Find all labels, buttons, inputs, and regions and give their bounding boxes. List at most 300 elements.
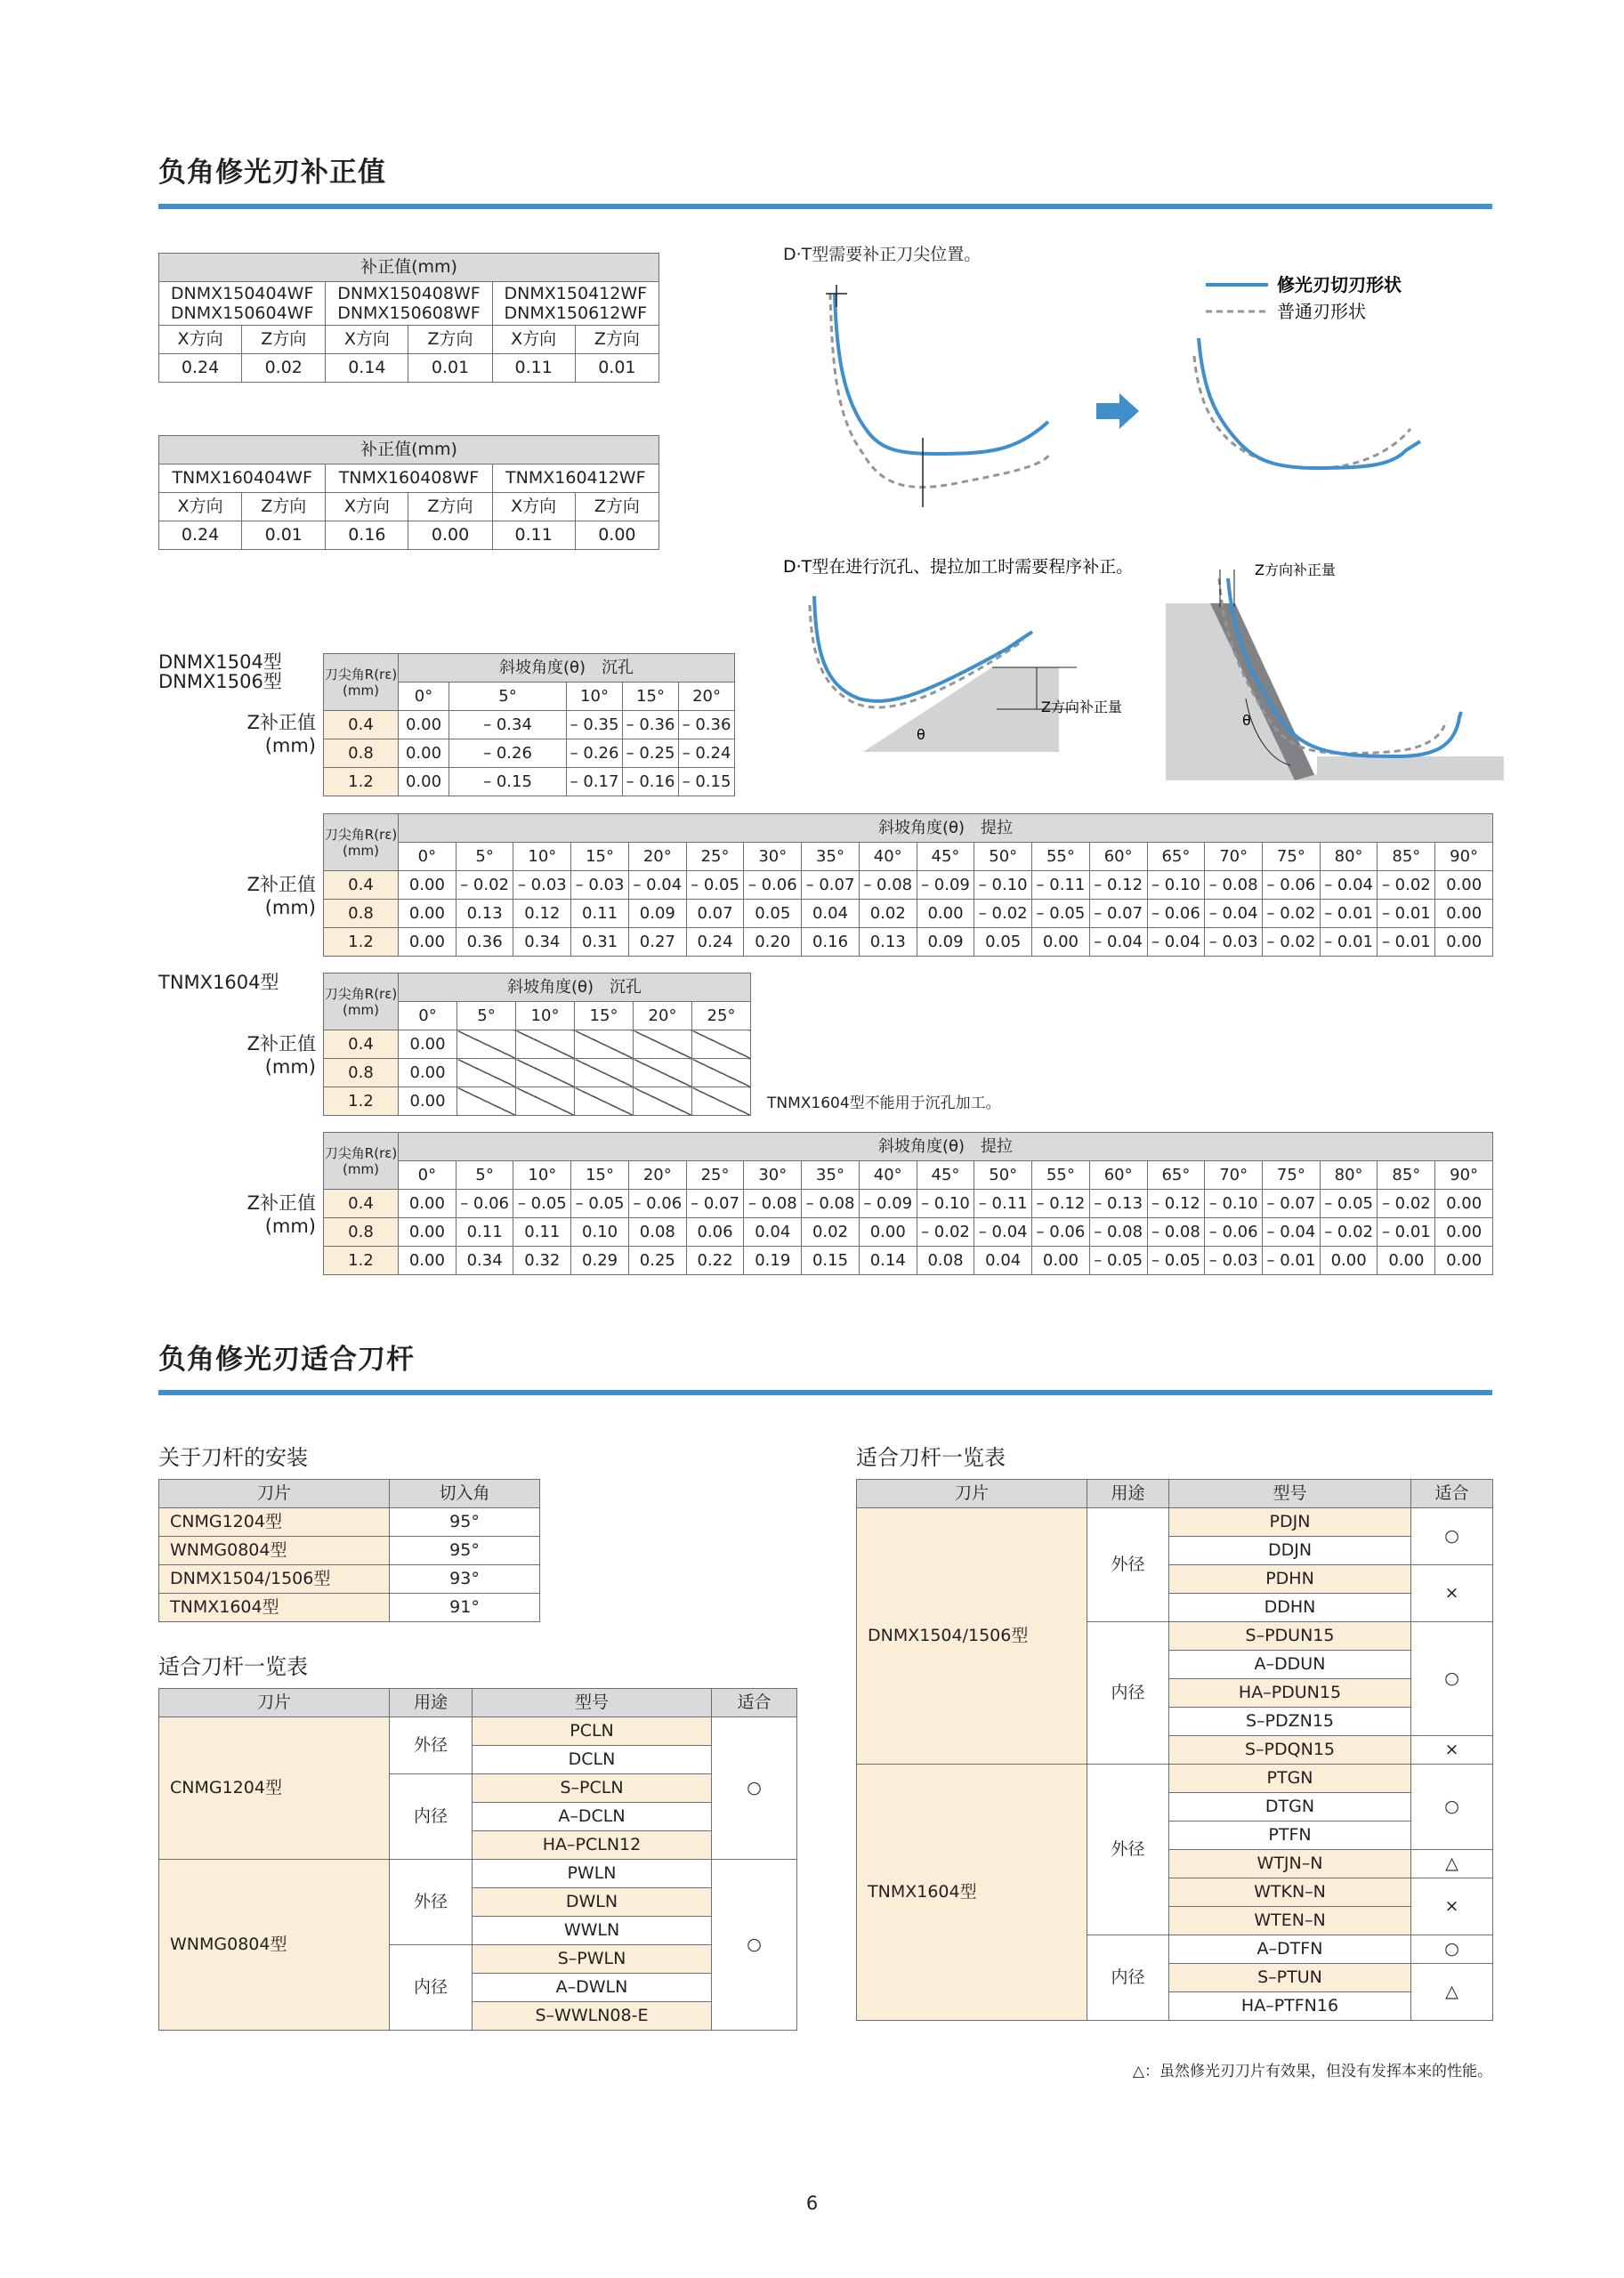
left-holder-table	[158, 1688, 797, 2031]
model-cell: TNMX160404WF	[159, 464, 326, 493]
value-cell: 0.00	[1435, 1218, 1493, 1247]
holder-model-cell: DDJN	[1169, 1537, 1411, 1565]
fit-cell: ○	[1411, 1622, 1493, 1736]
value-cell: 0.11	[456, 1218, 513, 1247]
value-cell: – 0.01	[1320, 900, 1378, 928]
angle-cell: 40°	[859, 1161, 917, 1190]
holder-model-cell: PDHN	[1169, 1565, 1411, 1594]
section2-title: 负角修光刃适合刀杆	[158, 1344, 415, 1376]
dir-cell: X方向	[492, 493, 575, 521]
holder-model-cell: PCLN	[473, 1717, 712, 1746]
header-cell: 切入角	[390, 1480, 540, 1508]
value-cell: 0.02	[859, 900, 917, 928]
use-cell: 外径	[390, 1860, 473, 1945]
edge-shape-figure	[783, 240, 1513, 792]
value-cell: – 0.01	[1378, 1218, 1435, 1247]
value-cell: 0.11	[571, 900, 629, 928]
z-offset-axis-label: Z补正值 (mm)	[246, 712, 316, 756]
insert-cell: DNMX1504/1506型	[857, 1508, 1087, 1765]
holder-model-cell: WTKN–N	[1169, 1878, 1411, 1907]
radius-cell: 1.2	[324, 1087, 399, 1116]
value-cell: 0.06	[686, 1218, 744, 1247]
value-cell: 0.00	[1435, 1247, 1493, 1275]
value-cell: – 0.05	[571, 1190, 629, 1218]
angle-cell: 10°	[567, 683, 623, 711]
angle-cell: 5°	[457, 1002, 516, 1030]
angle-cell: 85°	[1378, 1161, 1435, 1190]
holder-model-cell: WTJN–N	[1169, 1850, 1411, 1878]
value-cell: 0.09	[628, 900, 686, 928]
radius-header: 刀尖角R(rε) (mm)	[324, 973, 399, 1030]
value-cell: – 0.07	[1263, 1190, 1321, 1218]
dir-cell: X方向	[159, 493, 242, 521]
radius-cell: 0.4	[324, 711, 399, 739]
section1-rule	[158, 204, 1492, 209]
na-cell	[457, 1030, 516, 1059]
angle-cell: 80°	[1320, 1161, 1378, 1190]
value-cell: 0.00	[399, 1190, 456, 1218]
dir-cell: Z方向	[575, 326, 658, 354]
dir-cell: X方向	[326, 326, 408, 354]
value-cell: 0.00	[399, 900, 456, 928]
na-cell	[634, 1030, 692, 1059]
na-cell	[575, 1087, 634, 1116]
holder-model-cell: S–PTUN	[1169, 1964, 1411, 1992]
footnote: △：虽然修光刃刀片有效果，但没有发挥本来的性能。	[1132, 2063, 1492, 2080]
value-cell: – 0.34	[449, 711, 567, 739]
value-cell: 0.04	[974, 1247, 1032, 1275]
dir-cell: Z方向	[242, 493, 326, 521]
value-cell: – 0.03	[1205, 928, 1263, 957]
value-cell: – 0.01	[1378, 928, 1435, 957]
value-cell: 0.00	[1435, 928, 1493, 957]
angle-cell: 20°	[634, 1002, 692, 1030]
value-cell: – 0.08	[1147, 1218, 1205, 1247]
right-holder-table	[856, 1479, 1493, 2021]
value-cell: – 0.08	[744, 1190, 802, 1218]
fit-cell: ○	[1411, 1508, 1493, 1565]
angle-cell: 0°	[399, 843, 456, 871]
value-cell: – 0.03	[571, 871, 629, 900]
value-cell: 0.05	[974, 928, 1032, 957]
right-list-title: 适合刀杆一览表	[856, 1445, 1006, 1470]
value-cell: – 0.26	[567, 739, 623, 768]
value-cell: – 0.12	[1032, 1190, 1090, 1218]
page-number: 6	[805, 2193, 819, 2214]
value-cell: 0.13	[456, 900, 513, 928]
value-cell: – 0.10	[917, 1190, 974, 1218]
angle-cell: 45°	[917, 843, 974, 871]
value-cell: – 0.02	[917, 1218, 974, 1247]
angle-cell: 0°	[399, 1161, 456, 1190]
angle-cell: 10°	[513, 843, 571, 871]
section1-title: 负角修光刃补正值	[158, 157, 386, 189]
value-cell: – 0.15	[449, 768, 567, 796]
angle-cell: 60°	[1089, 843, 1147, 871]
angle-cell: 10°	[513, 1161, 571, 1190]
value-cell: 0.00	[1435, 871, 1493, 900]
na-cell	[457, 1087, 516, 1116]
value-cell: – 0.04	[1320, 871, 1378, 900]
workpiece-shape	[1317, 756, 1504, 780]
na-cell	[692, 1059, 751, 1087]
value-cell: 0.00	[1378, 1247, 1435, 1275]
value-cell: 0.24	[159, 354, 242, 383]
dir-cell: X方向	[492, 326, 575, 354]
model-cell: TNMX160412WF	[492, 464, 658, 493]
value-cell: 0.09	[917, 928, 974, 957]
holder-model-cell: S–WWLN08-E	[473, 2002, 712, 2031]
na-cell	[692, 1087, 751, 1116]
fit-cell: ×	[1411, 1878, 1493, 1935]
normal-edge-curve	[1194, 356, 1410, 468]
angle-cell: 50°	[974, 843, 1032, 871]
value-cell: – 0.03	[1205, 1247, 1263, 1275]
header-cell: 适合	[1411, 1480, 1493, 1508]
holder-model-cell: A–DWLN	[473, 1974, 712, 2002]
angle-cell: 15°	[571, 1161, 629, 1190]
value-cell: 0.24	[159, 521, 242, 550]
value-cell: – 0.04	[1263, 1218, 1321, 1247]
value-cell: – 0.36	[679, 711, 735, 739]
value-cell: – 0.12	[1147, 1190, 1205, 1218]
value-cell: 0.31	[571, 928, 629, 957]
angle-cell: 91°	[390, 1594, 540, 1622]
value-cell: 0.16	[802, 928, 860, 957]
value-cell: – 0.02	[1263, 928, 1321, 957]
use-cell: 外径	[1087, 1765, 1169, 1935]
value-cell: – 0.01	[1320, 928, 1378, 957]
holder-model-cell: DWLN	[473, 1888, 712, 1917]
header-cell: 用途	[1087, 1480, 1169, 1508]
angle-cell: 10°	[516, 1002, 575, 1030]
legend-normal-label: 普通刃形状	[1277, 301, 1366, 322]
header-cell: 刀片	[159, 1480, 390, 1508]
value-cell: – 0.05	[686, 871, 744, 900]
angle-cell: 25°	[686, 843, 744, 871]
na-cell	[516, 1030, 575, 1059]
value-cell: – 0.06	[744, 871, 802, 900]
angle-cell: 70°	[1205, 843, 1263, 871]
value-cell: 0.00	[399, 928, 456, 957]
value-cell: 0.01	[408, 354, 492, 383]
dir-cell: Z方向	[408, 326, 492, 354]
angle-cell: 5°	[449, 683, 567, 711]
radius-header: 刀尖角R(rε) (mm)	[324, 654, 399, 711]
value-cell: 0.00	[859, 1218, 917, 1247]
value-cell: – 0.01	[1378, 900, 1435, 928]
value-cell: – 0.36	[623, 711, 679, 739]
radius-header: 刀尖角R(rε) (mm)	[324, 1133, 399, 1190]
radius-cell: 0.8	[324, 900, 399, 928]
use-cell: 外径	[390, 1717, 473, 1774]
radius-cell: 0.4	[324, 871, 399, 900]
value-cell: 0.00	[1032, 1247, 1090, 1275]
tnmx-offset-table	[158, 435, 659, 550]
holder-model-cell: S–PCLN	[473, 1774, 712, 1803]
fit-cell: ×	[1411, 1565, 1493, 1622]
insert-cell: WNMG0804型	[159, 1860, 390, 2031]
fit-cell: ○	[712, 1860, 797, 2031]
dir-cell: Z方向	[575, 493, 658, 521]
value-cell: 0.00	[399, 1030, 457, 1059]
holder-model-cell: WWLN	[473, 1917, 712, 1945]
angle-cell: 80°	[1320, 843, 1378, 871]
angle-cell: 15°	[575, 1002, 634, 1030]
dir-cell: X方向	[159, 326, 242, 354]
value-cell: – 0.12	[1089, 871, 1147, 900]
dir-cell: Z方向	[242, 326, 326, 354]
insert-cell: CNMG1204型	[159, 1508, 390, 1537]
holder-model-cell: S–PDUN15	[1169, 1622, 1411, 1651]
dnmx-pull-table	[323, 813, 1493, 957]
z-offset-axis-label: Z补正值 (mm)	[246, 874, 316, 918]
insert-cell: WNMG0804型	[159, 1537, 390, 1565]
tnmx-pull-table	[323, 1132, 1493, 1275]
value-cell: 0.11	[492, 354, 575, 383]
value-cell: – 0.10	[974, 871, 1032, 900]
header-cell: 刀片	[857, 1480, 1087, 1508]
fit-cell: ○	[1411, 1765, 1493, 1850]
holder-model-cell: PWLN	[473, 1860, 712, 1888]
angle-cell: 90°	[1435, 1161, 1493, 1190]
fit-cell: △	[1411, 1850, 1493, 1878]
value-cell: – 0.06	[1032, 1218, 1090, 1247]
value-cell: – 0.17	[567, 768, 623, 796]
angle-cell: 35°	[802, 843, 860, 871]
header-cell: 型号	[473, 1689, 712, 1717]
fit-cell: ○	[1411, 1935, 1493, 1964]
value-cell: – 0.05	[1147, 1247, 1205, 1275]
value-cell: 0.01	[242, 521, 326, 550]
use-cell: 内径	[390, 1945, 473, 2031]
angle-cell: 65°	[1147, 1161, 1205, 1190]
value-cell: – 0.10	[1205, 1190, 1263, 1218]
value-cell: 0.14	[326, 354, 408, 383]
value-cell: 0.00	[399, 1218, 456, 1247]
angle-title: 斜坡角度(θ) 沉孔	[399, 654, 735, 683]
value-cell: 0.16	[326, 521, 408, 550]
value-cell: 0.13	[859, 928, 917, 957]
value-cell: 0.19	[744, 1247, 802, 1275]
value-cell: – 0.13	[1089, 1190, 1147, 1218]
value-cell: – 0.02	[1378, 1190, 1435, 1218]
value-cell: – 0.15	[679, 768, 735, 796]
value-cell: 0.02	[802, 1218, 860, 1247]
radius-header: 刀尖角R(rε) (mm)	[324, 814, 399, 871]
angle-cell: 20°	[679, 683, 735, 711]
angle-cell: 40°	[859, 843, 917, 871]
arrow-right-icon	[1096, 393, 1139, 429]
model-cell: DNMX150408WF DNMX150608WF	[326, 282, 492, 326]
tnmx-sink-table	[323, 973, 751, 1116]
header-cell: 刀片	[159, 1689, 390, 1717]
value-cell: 0.15	[802, 1247, 860, 1275]
angle-cell: 0°	[399, 1002, 457, 1030]
angle-cell: 70°	[1205, 1161, 1263, 1190]
value-cell: – 0.06	[628, 1190, 686, 1218]
value-cell: – 0.02	[1378, 871, 1435, 900]
radius-cell: 0.4	[324, 1190, 399, 1218]
holder-model-cell: PTGN	[1169, 1765, 1411, 1793]
value-cell: – 0.11	[1032, 871, 1090, 900]
holder-model-cell: HA–PCLN12	[473, 1831, 712, 1860]
angle-cell: 5°	[456, 843, 513, 871]
angle-cell: 93°	[390, 1565, 540, 1594]
holder-model-cell: PDJN	[1169, 1508, 1411, 1537]
angle-cell: 85°	[1378, 843, 1435, 871]
value-cell: – 0.16	[623, 768, 679, 796]
value-cell: – 0.11	[974, 1190, 1032, 1218]
holder-model-cell: S–PDQN15	[1169, 1736, 1411, 1765]
value-cell: 0.00	[399, 1247, 456, 1275]
value-cell: – 0.05	[1089, 1247, 1147, 1275]
value-cell: – 0.05	[513, 1190, 571, 1218]
use-cell: 内径	[390, 1774, 473, 1860]
angle-cell: 95°	[390, 1537, 540, 1565]
dir-cell: Z方向	[408, 493, 492, 521]
value-cell: 0.00	[399, 711, 449, 739]
model-cell: DNMX150412WF DNMX150612WF	[492, 282, 658, 326]
na-cell	[634, 1087, 692, 1116]
angle-cell: 35°	[802, 1161, 860, 1190]
value-cell: 0.34	[456, 1247, 513, 1275]
normal-edge-curve	[830, 294, 1050, 487]
holder-model-cell: WTEN–N	[1169, 1907, 1411, 1935]
holder-model-cell: S–PWLN	[473, 1945, 712, 1974]
angle-cell: 30°	[744, 1161, 802, 1190]
tnmx-sink-note: TNMX1604型不能用于沉孔加工。	[767, 1095, 1001, 1112]
value-cell: 0.04	[802, 900, 860, 928]
model-cell: DNMX150404WF DNMX150604WF	[159, 282, 326, 326]
radius-cell: 0.4	[324, 1030, 399, 1059]
value-cell: – 0.05	[1320, 1190, 1378, 1218]
value-cell: 0.00	[1320, 1247, 1378, 1275]
value-cell: – 0.03	[513, 871, 571, 900]
dnmx-type-label: DNMX1504型 DNMX1506型	[158, 651, 282, 692]
value-cell: 0.05	[744, 900, 802, 928]
value-cell: – 0.24	[679, 739, 735, 768]
angle-cell: 20°	[628, 843, 686, 871]
na-cell	[516, 1059, 575, 1087]
left-list-title: 适合刀杆一览表	[158, 1654, 308, 1679]
value-cell: 0.10	[571, 1218, 629, 1247]
theta-label: θ	[917, 726, 925, 743]
angle-title: 斜坡角度(θ) 提拉	[399, 814, 1493, 843]
angle-cell: 90°	[1435, 843, 1493, 871]
value-cell: 0.00	[1435, 900, 1493, 928]
insert-cell: CNMG1204型	[159, 1717, 390, 1860]
fit-cell: ○	[712, 1717, 797, 1860]
value-cell: 0.24	[686, 928, 744, 957]
value-cell: 0.00	[399, 1059, 457, 1087]
value-cell: – 0.02	[456, 871, 513, 900]
value-cell: – 0.08	[1205, 871, 1263, 900]
offset-header: 补正值(mm)	[159, 436, 659, 464]
fit-cell: △	[1411, 1964, 1493, 2021]
radius-cell: 0.8	[324, 739, 399, 768]
section2-rule	[158, 1390, 1492, 1395]
value-cell: 0.32	[513, 1247, 571, 1275]
angle-cell: 15°	[571, 843, 629, 871]
holder-model-cell: DDHN	[1169, 1594, 1411, 1622]
value-cell: 0.00	[399, 739, 449, 768]
install-table	[158, 1479, 540, 1622]
angle-cell: 75°	[1263, 1161, 1321, 1190]
theta-label: θ	[1242, 712, 1251, 729]
use-cell: 内径	[1087, 1622, 1169, 1765]
holder-model-cell: A–DTFN	[1169, 1935, 1411, 1964]
angle-title: 斜坡角度(θ) 提拉	[399, 1133, 1493, 1161]
holder-model-cell: A–DDUN	[1169, 1651, 1411, 1679]
angle-title: 斜坡角度(θ) 沉孔	[399, 973, 751, 1002]
holder-model-cell: DTGN	[1169, 1793, 1411, 1822]
value-cell: – 0.08	[859, 871, 917, 900]
dnmx-sink-table	[323, 653, 735, 796]
value-cell: 0.14	[859, 1247, 917, 1275]
value-cell: 0.07	[686, 900, 744, 928]
dir-cell: X方向	[326, 493, 408, 521]
angle-cell: 30°	[744, 843, 802, 871]
value-cell: – 0.02	[974, 900, 1032, 928]
na-cell	[516, 1087, 575, 1116]
value-cell: 0.00	[1032, 928, 1090, 957]
value-cell: – 0.06	[456, 1190, 513, 1218]
use-cell: 外径	[1087, 1508, 1169, 1622]
figure-caption-1: D·T型需要补正刀尖位置。	[783, 245, 982, 264]
value-cell: – 0.06	[1205, 1218, 1263, 1247]
holder-model-cell: PTFN	[1169, 1822, 1411, 1850]
angle-cell: 45°	[917, 1161, 974, 1190]
value-cell: – 0.06	[1147, 900, 1205, 928]
angle-cell: 25°	[692, 1002, 751, 1030]
value-cell: 0.00	[399, 768, 449, 796]
value-cell: – 0.07	[802, 871, 860, 900]
value-cell: 0.29	[571, 1247, 629, 1275]
value-cell: 0.11	[513, 1218, 571, 1247]
holder-model-cell: A–DCLN	[473, 1803, 712, 1831]
holder-model-cell: DCLN	[473, 1746, 712, 1774]
angle-cell: 65°	[1147, 843, 1205, 871]
tnmx-type-label: TNMX1604型	[158, 972, 279, 993]
figure-caption-2: D·T型在进行沉孔、提拉加工时需要程序补正。	[783, 557, 1134, 577]
insert-cell: DNMX1504/1506型	[159, 1565, 390, 1594]
angle-cell: 15°	[623, 683, 679, 711]
value-cell: – 0.02	[1263, 900, 1321, 928]
value-cell: – 0.07	[686, 1190, 744, 1218]
radius-cell: 1.2	[324, 1247, 399, 1275]
value-cell: 0.00	[399, 871, 456, 900]
value-cell: 0.04	[744, 1218, 802, 1247]
value-cell: 0.00	[399, 1087, 457, 1116]
value-cell: 0.25	[628, 1247, 686, 1275]
value-cell: 0.34	[513, 928, 571, 957]
use-cell: 内径	[1087, 1935, 1169, 2021]
value-cell: – 0.25	[623, 739, 679, 768]
angle-cell: 55°	[1032, 1161, 1090, 1190]
na-cell	[575, 1030, 634, 1059]
value-cell: – 0.01	[1263, 1247, 1321, 1275]
wiper-edge-curve	[835, 294, 1048, 454]
z-offset-axis-label: Z补正值 (mm)	[246, 1033, 316, 1078]
value-cell: 0.02	[242, 354, 326, 383]
angle-cell: 60°	[1089, 1161, 1147, 1190]
header-cell: 适合	[712, 1689, 797, 1717]
value-cell: – 0.04	[1205, 900, 1263, 928]
value-cell: – 0.04	[1089, 928, 1147, 957]
insert-cell: TNMX1604型	[159, 1594, 390, 1622]
holder-model-cell: HA–PTFN16	[1169, 1992, 1411, 2021]
